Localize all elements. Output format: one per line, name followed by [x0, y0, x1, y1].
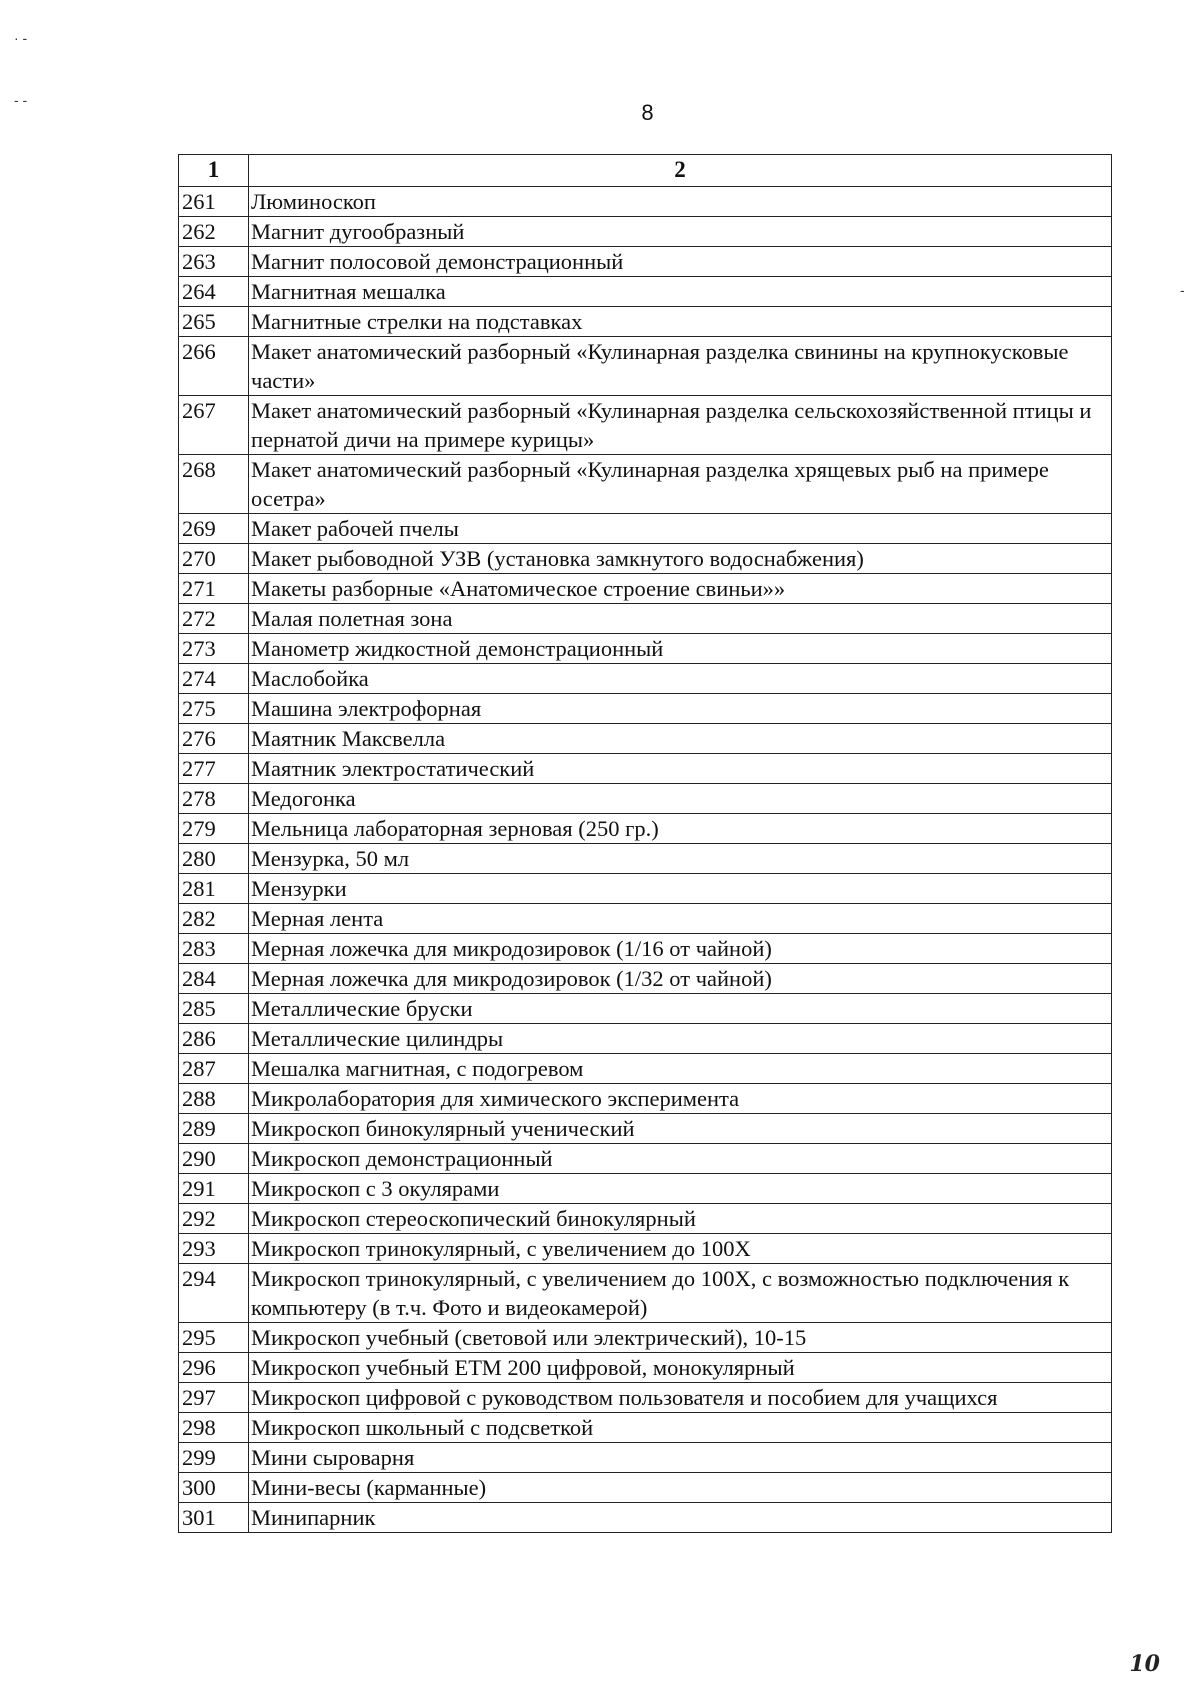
table-row	[179, 337, 1112, 396]
table-row	[179, 574, 1112, 604]
table-row	[179, 874, 1112, 904]
page-number: 8	[641, 100, 654, 125]
table-row	[179, 1473, 1112, 1503]
row-number: 290	[179, 1144, 249, 1174]
table-row	[179, 514, 1112, 544]
row-item-name: Маятник Максвелла	[249, 724, 1112, 754]
row-number: 270	[179, 544, 249, 574]
row-number: 280	[179, 844, 249, 874]
table-row	[179, 1054, 1112, 1084]
row-number: 279	[179, 814, 249, 844]
row-number: 299	[179, 1443, 249, 1473]
row-number: 275	[179, 694, 249, 724]
row-item-name: Макет анатомический разборный «Кулинарная разделка сельскохозяйственной птицы и пернатой дичи на примере курицы»	[249, 396, 1112, 455]
row-item-name: Макет анатомический разборный «Кулинарная разделка свинины на крупнокусковые части»	[249, 337, 1112, 396]
row-item-name: Мерная ложечка для микродозировок (1/32 от чайной)	[249, 964, 1112, 994]
table-row	[179, 1503, 1112, 1533]
table-row	[179, 934, 1112, 964]
row-number: 281	[179, 874, 249, 904]
table-body	[179, 187, 1112, 1533]
row-number: 300	[179, 1473, 249, 1503]
row-item-name: Машина электрофорная	[249, 694, 1112, 724]
row-item-name: Малая полетная зона	[249, 604, 1112, 634]
table-row	[179, 904, 1112, 934]
row-number: 262	[179, 217, 249, 247]
table-row	[179, 1084, 1112, 1114]
row-item-name: Микроскоп школьный с подсветкой	[249, 1413, 1112, 1443]
table-row	[179, 1443, 1112, 1473]
table-row	[179, 664, 1112, 694]
corner-note: 10	[1129, 1651, 1160, 1677]
row-item-name: Мини-весы (карманные)	[249, 1473, 1112, 1503]
row-number: 273	[179, 634, 249, 664]
row-number: 296	[179, 1353, 249, 1383]
row-item-name: Металлические цилиндры	[249, 1024, 1112, 1054]
table-row	[179, 187, 1112, 217]
table-row	[179, 1413, 1112, 1443]
row-number: 274	[179, 664, 249, 694]
row-number: 265	[179, 307, 249, 337]
table-row	[179, 994, 1112, 1024]
row-number: 286	[179, 1024, 249, 1054]
table-header-row	[179, 155, 1112, 187]
row-item-name: Манометр жидкостной демонстрационный	[249, 634, 1112, 664]
row-number: 283	[179, 934, 249, 964]
table-row	[179, 247, 1112, 277]
row-item-name: Медогонка	[249, 784, 1112, 814]
table-row	[179, 1024, 1112, 1054]
row-item-name: Мешалка магнитная, с подогревом	[249, 1054, 1112, 1084]
row-item-name: Минипарник	[249, 1503, 1112, 1533]
row-item-name: Мензурка, 50 мл	[249, 844, 1112, 874]
row-number: 278	[179, 784, 249, 814]
row-number: 289	[179, 1114, 249, 1144]
table-row	[179, 694, 1112, 724]
row-item-name: Макеты разборные «Анатомическое строение свиньи»»	[249, 574, 1112, 604]
table-row	[179, 1383, 1112, 1413]
row-item-name: Магнитные стрелки на подставках	[249, 307, 1112, 337]
row-item-name: Микроскоп учебный (световой или электрический), 10-15	[249, 1323, 1112, 1353]
row-item-name: Макет рыбоводной УЗВ (установка замкнутого водоснабжения)	[249, 544, 1112, 574]
row-item-name: Мини сыроварня	[249, 1443, 1112, 1473]
row-item-name: Микроскоп цифровой с руководством пользователя и пособием для учащихся	[249, 1383, 1112, 1413]
row-item-name: Микроскоп учебный ЕТМ 200 цифровой, монокулярный	[249, 1353, 1112, 1383]
row-number: 285	[179, 994, 249, 1024]
table-row	[179, 964, 1112, 994]
row-number: 288	[179, 1084, 249, 1114]
table-row	[179, 1234, 1112, 1264]
table-row	[179, 1264, 1112, 1323]
row-number: 298	[179, 1413, 249, 1443]
row-number: 291	[179, 1174, 249, 1204]
row-number: 268	[179, 455, 249, 514]
row-number: 272	[179, 604, 249, 634]
table-row	[179, 1174, 1112, 1204]
equipment-table	[178, 154, 1112, 1533]
table-row	[179, 754, 1112, 784]
scan-mark: -	[1180, 282, 1185, 298]
row-item-name: Магнит полосовой демонстрационный	[249, 247, 1112, 277]
row-item-name: Микроскоп тринокулярный, с увеличением до 100Х, с возможностью подключения к компьютеру (в т.ч. Фото и видеокамерой)	[249, 1264, 1112, 1323]
row-number: 264	[179, 277, 249, 307]
table-row	[179, 455, 1112, 514]
row-item-name: Микроскоп тринокулярный, с увеличением до 100Х	[249, 1234, 1112, 1264]
table-row	[179, 307, 1112, 337]
row-item-name: Мерная ложечка для микродозировок (1/16 от чайной)	[249, 934, 1112, 964]
table-row	[179, 1353, 1112, 1383]
row-number: 284	[179, 964, 249, 994]
table-row	[179, 544, 1112, 574]
row-item-name: Макет рабочей пчелы	[249, 514, 1112, 544]
table-row	[179, 724, 1112, 754]
table-row	[179, 1204, 1112, 1234]
row-item-name: Микроскоп с 3 окулярами	[249, 1174, 1112, 1204]
row-number: 292	[179, 1204, 249, 1234]
row-number: 287	[179, 1054, 249, 1084]
row-number: 301	[179, 1503, 249, 1533]
row-item-name: Микроскоп стереоскопический бинокулярный	[249, 1204, 1112, 1234]
column-header-number: 1	[179, 155, 249, 187]
table-row	[179, 604, 1112, 634]
table-row	[179, 1114, 1112, 1144]
row-item-name: Микроскоп бинокулярный ученический	[249, 1114, 1112, 1144]
table-row	[179, 277, 1112, 307]
column-header-name: 2	[249, 155, 1112, 187]
row-item-name: Металлические бруски	[249, 994, 1112, 1024]
row-number: 282	[179, 904, 249, 934]
row-number: 267	[179, 396, 249, 455]
row-item-name: Магнит дугообразный	[249, 217, 1112, 247]
scan-mark: - -	[14, 92, 28, 108]
table-row	[179, 217, 1112, 247]
row-number: 277	[179, 754, 249, 784]
row-number: 297	[179, 1383, 249, 1413]
row-number: 294	[179, 1264, 249, 1323]
row-number: 295	[179, 1323, 249, 1353]
table-row	[179, 634, 1112, 664]
row-number: 261	[179, 187, 249, 217]
table-row	[179, 784, 1112, 814]
row-item-name: Люминоскоп	[249, 187, 1112, 217]
table-row	[179, 1144, 1112, 1174]
row-item-name: Маслобойка	[249, 664, 1112, 694]
table-row	[179, 1323, 1112, 1353]
row-number: 269	[179, 514, 249, 544]
row-item-name: Магнитная мешалка	[249, 277, 1112, 307]
row-number: 293	[179, 1234, 249, 1264]
row-number: 271	[179, 574, 249, 604]
row-number: 266	[179, 337, 249, 396]
table-row	[179, 844, 1112, 874]
row-item-name: Микролаборатория для химического эксперимента	[249, 1084, 1112, 1114]
row-item-name: Микроскоп демонстрационный	[249, 1144, 1112, 1174]
row-item-name: Макет анатомический разборный «Кулинарная разделка хрящевых рыб на примере осетра»	[249, 455, 1112, 514]
row-item-name: Мензурки	[249, 874, 1112, 904]
scan-mark: · -	[14, 30, 28, 46]
row-item-name: Маятник электростатический	[249, 754, 1112, 784]
row-item-name: Мельница лабораторная зерновая (250 гр.)	[249, 814, 1112, 844]
row-number: 263	[179, 247, 249, 277]
row-item-name: Мерная лента	[249, 904, 1112, 934]
row-number: 276	[179, 724, 249, 754]
table-row	[179, 814, 1112, 844]
table-row	[179, 396, 1112, 455]
